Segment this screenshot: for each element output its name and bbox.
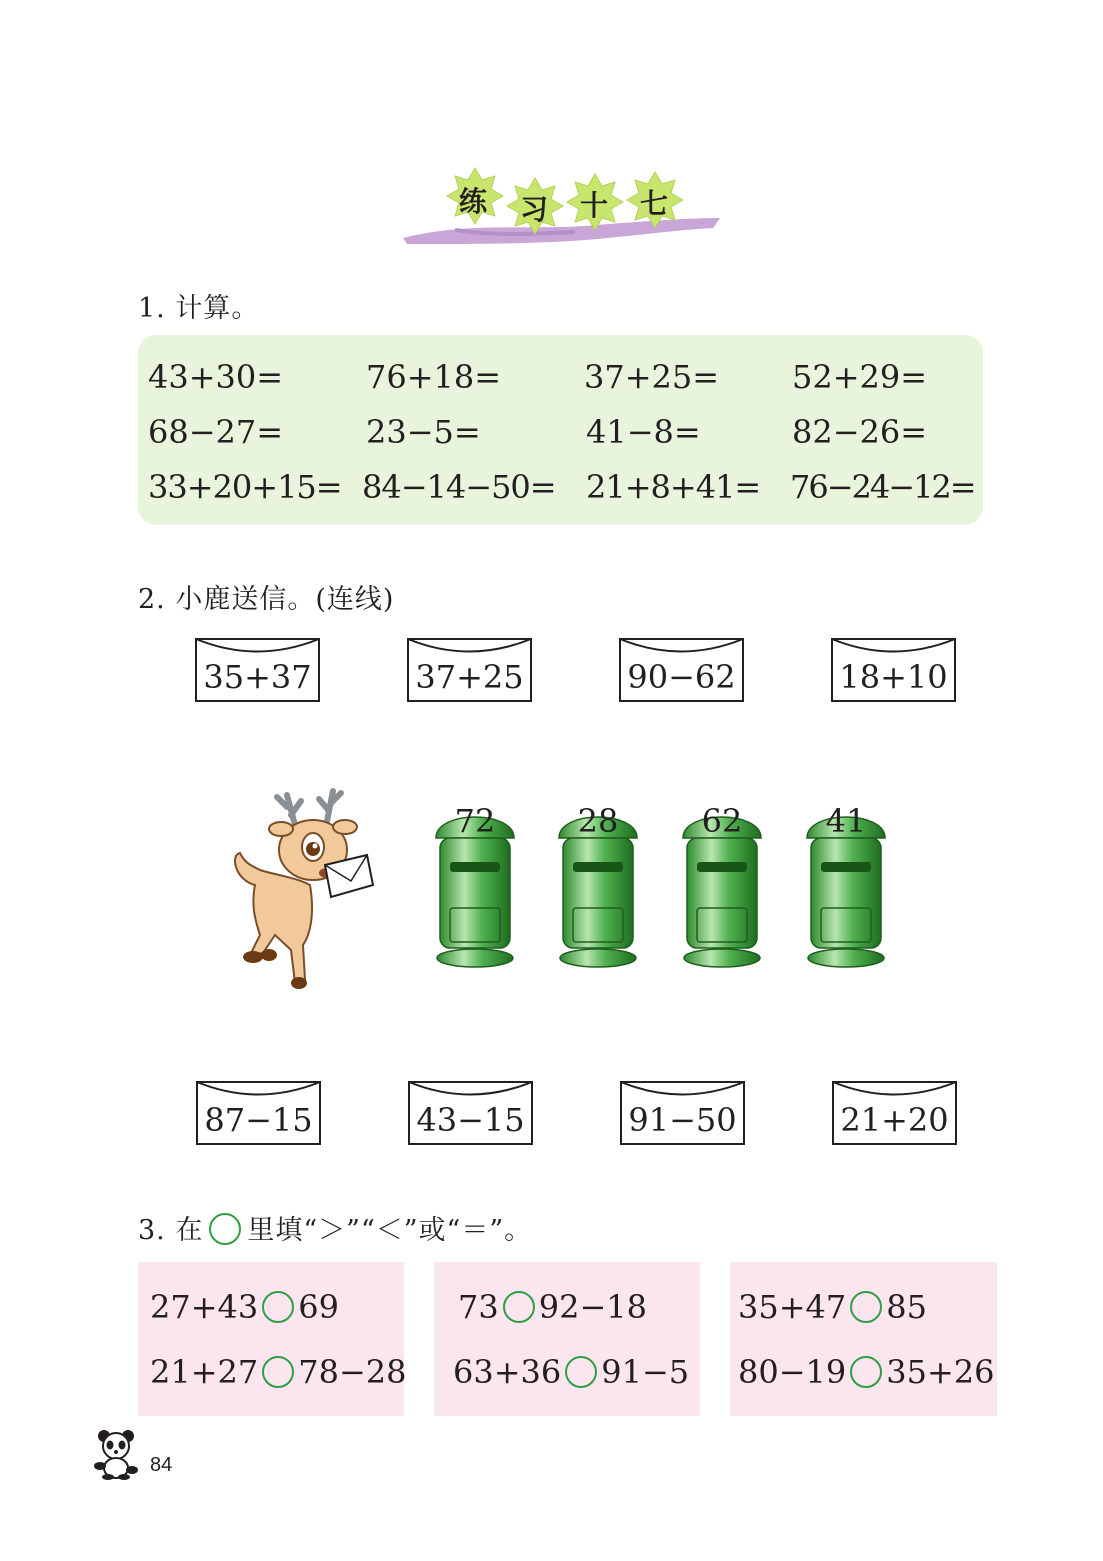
compare-right: 85 (886, 1288, 927, 1326)
calc-item: 76−24−12= (790, 468, 975, 506)
answer-circle[interactable] (850, 1291, 882, 1323)
envelope-label: 87−15 (204, 1101, 313, 1139)
answer-circle[interactable] (565, 1356, 597, 1388)
envelope-label: 91−50 (628, 1101, 737, 1139)
answer-circle[interactable] (262, 1291, 294, 1323)
answer-circle[interactable] (262, 1356, 294, 1388)
envelope-bottom-3[interactable] (620, 1081, 745, 1145)
envelope-label: 37+25 (415, 658, 524, 696)
section1-heading: 1. 计算。 (138, 293, 260, 324)
mailbox-3[interactable] (679, 800, 765, 970)
title-char-1: 练 (459, 185, 488, 218)
compare-row (738, 1353, 995, 1391)
title-banner (395, 160, 725, 255)
mailbox-number: 62 (701, 802, 743, 840)
section3-heading-suffix: 里填“＞”“＜”或“＝”。 (247, 1215, 533, 1246)
title-char-4: 七 (640, 187, 669, 220)
calc-item: 76+18= (366, 358, 502, 396)
compare-row (150, 1288, 339, 1326)
compare-row (453, 1353, 689, 1391)
calc-item: 23−5= (366, 413, 481, 451)
compare-left: 73 (458, 1288, 499, 1326)
compare-box-1 (138, 1262, 407, 1416)
envelope-bottom-4[interactable] (832, 1081, 957, 1145)
mailbox-number: 72 (454, 802, 496, 840)
section2-heading: 2. 小鹿送信。(连线) (138, 584, 395, 615)
compare-right: 69 (298, 1288, 339, 1326)
compare-left: 80−19 (738, 1353, 847, 1391)
calc-item: 68−27= (148, 413, 284, 451)
envelope-label: 21+20 (840, 1101, 949, 1139)
compare-left: 27+43 (150, 1288, 259, 1326)
envelope-top-4[interactable] (831, 638, 956, 702)
answer-circle[interactable] (850, 1356, 882, 1388)
envelope-label: 18+10 (839, 658, 948, 696)
compare-right: 78−28 (298, 1353, 407, 1391)
calc-item: 43+30= (148, 358, 284, 396)
calc-item: 33+20+15= (148, 468, 342, 506)
compare-left: 35+47 (738, 1288, 847, 1326)
compare-row (458, 1288, 647, 1326)
envelope-label: 90−62 (627, 658, 736, 696)
envelope-label: 35+37 (203, 658, 312, 696)
envelope-top-1[interactable] (195, 638, 320, 702)
mailbox-number: 28 (577, 802, 619, 840)
compare-box-2 (434, 1262, 700, 1416)
envelope-top-2[interactable] (407, 638, 532, 702)
section3-heading-prefix: 3. 在 (138, 1215, 204, 1246)
title-char-3: 十 (580, 189, 609, 222)
deer-illustration (215, 785, 375, 995)
answer-circle[interactable] (503, 1291, 535, 1323)
compare-right: 35+26 (886, 1353, 995, 1391)
compare-right: 92−18 (538, 1288, 647, 1326)
compare-right: 91−5 (601, 1353, 690, 1391)
compare-box-3 (730, 1262, 997, 1416)
calc-item: 82−26= (792, 413, 928, 451)
compare-left: 63+36 (453, 1353, 562, 1391)
compare-row (150, 1353, 407, 1391)
circle-icon (209, 1213, 241, 1245)
compare-left: 21+27 (150, 1353, 259, 1391)
mailbox-number: 41 (825, 802, 867, 840)
calc-item: 52+29= (792, 358, 928, 396)
page-number: 84 (150, 1454, 173, 1476)
calc-item: 84−14−50= (362, 468, 556, 506)
title-char-2: 习 (520, 193, 549, 226)
envelope-bottom-1[interactable] (196, 1081, 321, 1145)
calc-item: 21+8+41= (586, 468, 761, 506)
mailbox-2[interactable] (555, 800, 641, 970)
compare-row (738, 1288, 927, 1326)
calc-item: 41−8= (586, 413, 701, 451)
envelope-label: 43−15 (416, 1101, 525, 1139)
section3-heading (138, 1208, 532, 1247)
calc-item: 37+25= (584, 358, 720, 396)
envelope-top-3[interactable] (619, 638, 744, 702)
panda-icon (92, 1428, 144, 1480)
mailbox-1[interactable] (432, 800, 518, 970)
mailbox-4[interactable] (803, 800, 889, 970)
envelope-bottom-2[interactable] (408, 1081, 533, 1145)
